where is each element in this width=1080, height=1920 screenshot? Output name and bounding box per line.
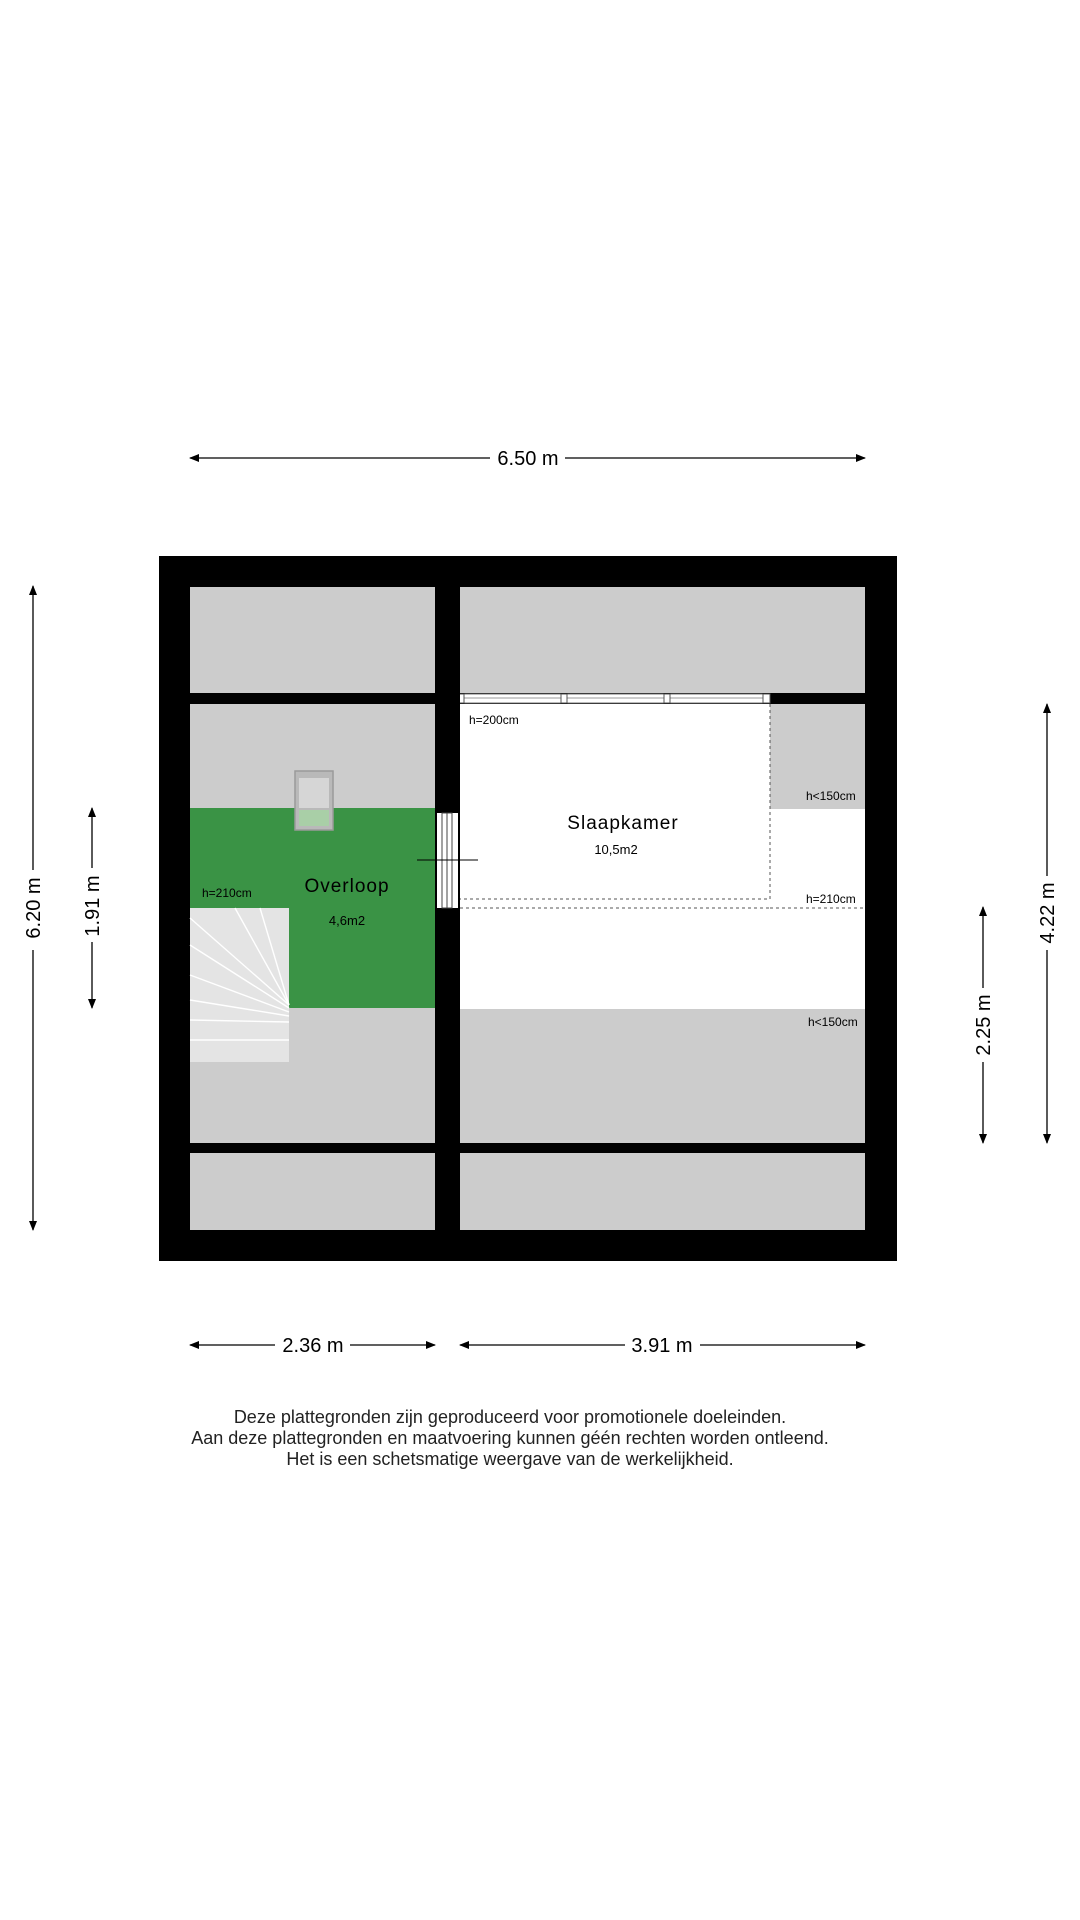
disclaimer-line-1: Deze plattegronden zijn geproduceerd voor promotionele doeleinden. [233,1407,787,1427]
dimension-right-outer [1037,704,1059,1143]
dimension-top-width-label: 6.50 m [497,448,559,470]
dimension-top-width [190,448,865,470]
height-label-210-left: h=210cm [202,886,252,900]
disclaimer-line-3: Het is een schetsmatige weergave van de werkelijkheid. [286,1449,734,1469]
disclaimer [0,1407,1020,1470]
low-ceiling-top-right [460,587,865,693]
low-ceiling-right-lower [460,1009,865,1143]
disclaimer-line-2: Aan deze plattegronden en maatvoering kunnen géén rechten worden ontleend. [191,1428,829,1448]
interior-wall-right-top [770,694,897,704]
overloop-area: 4,6m2 [328,913,366,928]
slaapkamer-name: Slaapkamer [567,813,679,834]
height-label-210-right: h=210cm [806,892,856,906]
slaapkamer-area: 10,5m2 [594,842,638,857]
dimension-left-height [23,586,45,1230]
height-label-200: h=200cm [469,713,519,727]
dimension-right-inner [973,907,995,1143]
height-label-150-top: h<150cm [806,789,856,803]
stairs [190,908,289,1062]
overloop-name: Overloop [304,876,390,897]
dimension-right-inner-label: 2.25 m [973,994,995,1056]
low-ceiling-bottom-right [460,1153,865,1230]
dimension-left-inner [82,808,104,1008]
roof-window [295,771,333,830]
low-ceiling-top-left [190,587,435,693]
dimension-left-height-label: 6.20 m [23,877,45,939]
dimension-bottom-right-label: 3.91 m [631,1335,693,1357]
dormer-window [458,694,770,703]
dimension-left-inner-label: 1.91 m [82,875,104,937]
dimension-bottom-left [190,1335,435,1357]
low-ceiling-bottom-left [190,1153,435,1230]
dimension-right-outer-label: 4.22 m [1037,882,1059,944]
dimension-bottom-right [460,1335,865,1357]
dimension-bottom-left-label: 2.36 m [282,1335,344,1357]
height-label-150-bottom: h<150cm [808,1015,858,1029]
